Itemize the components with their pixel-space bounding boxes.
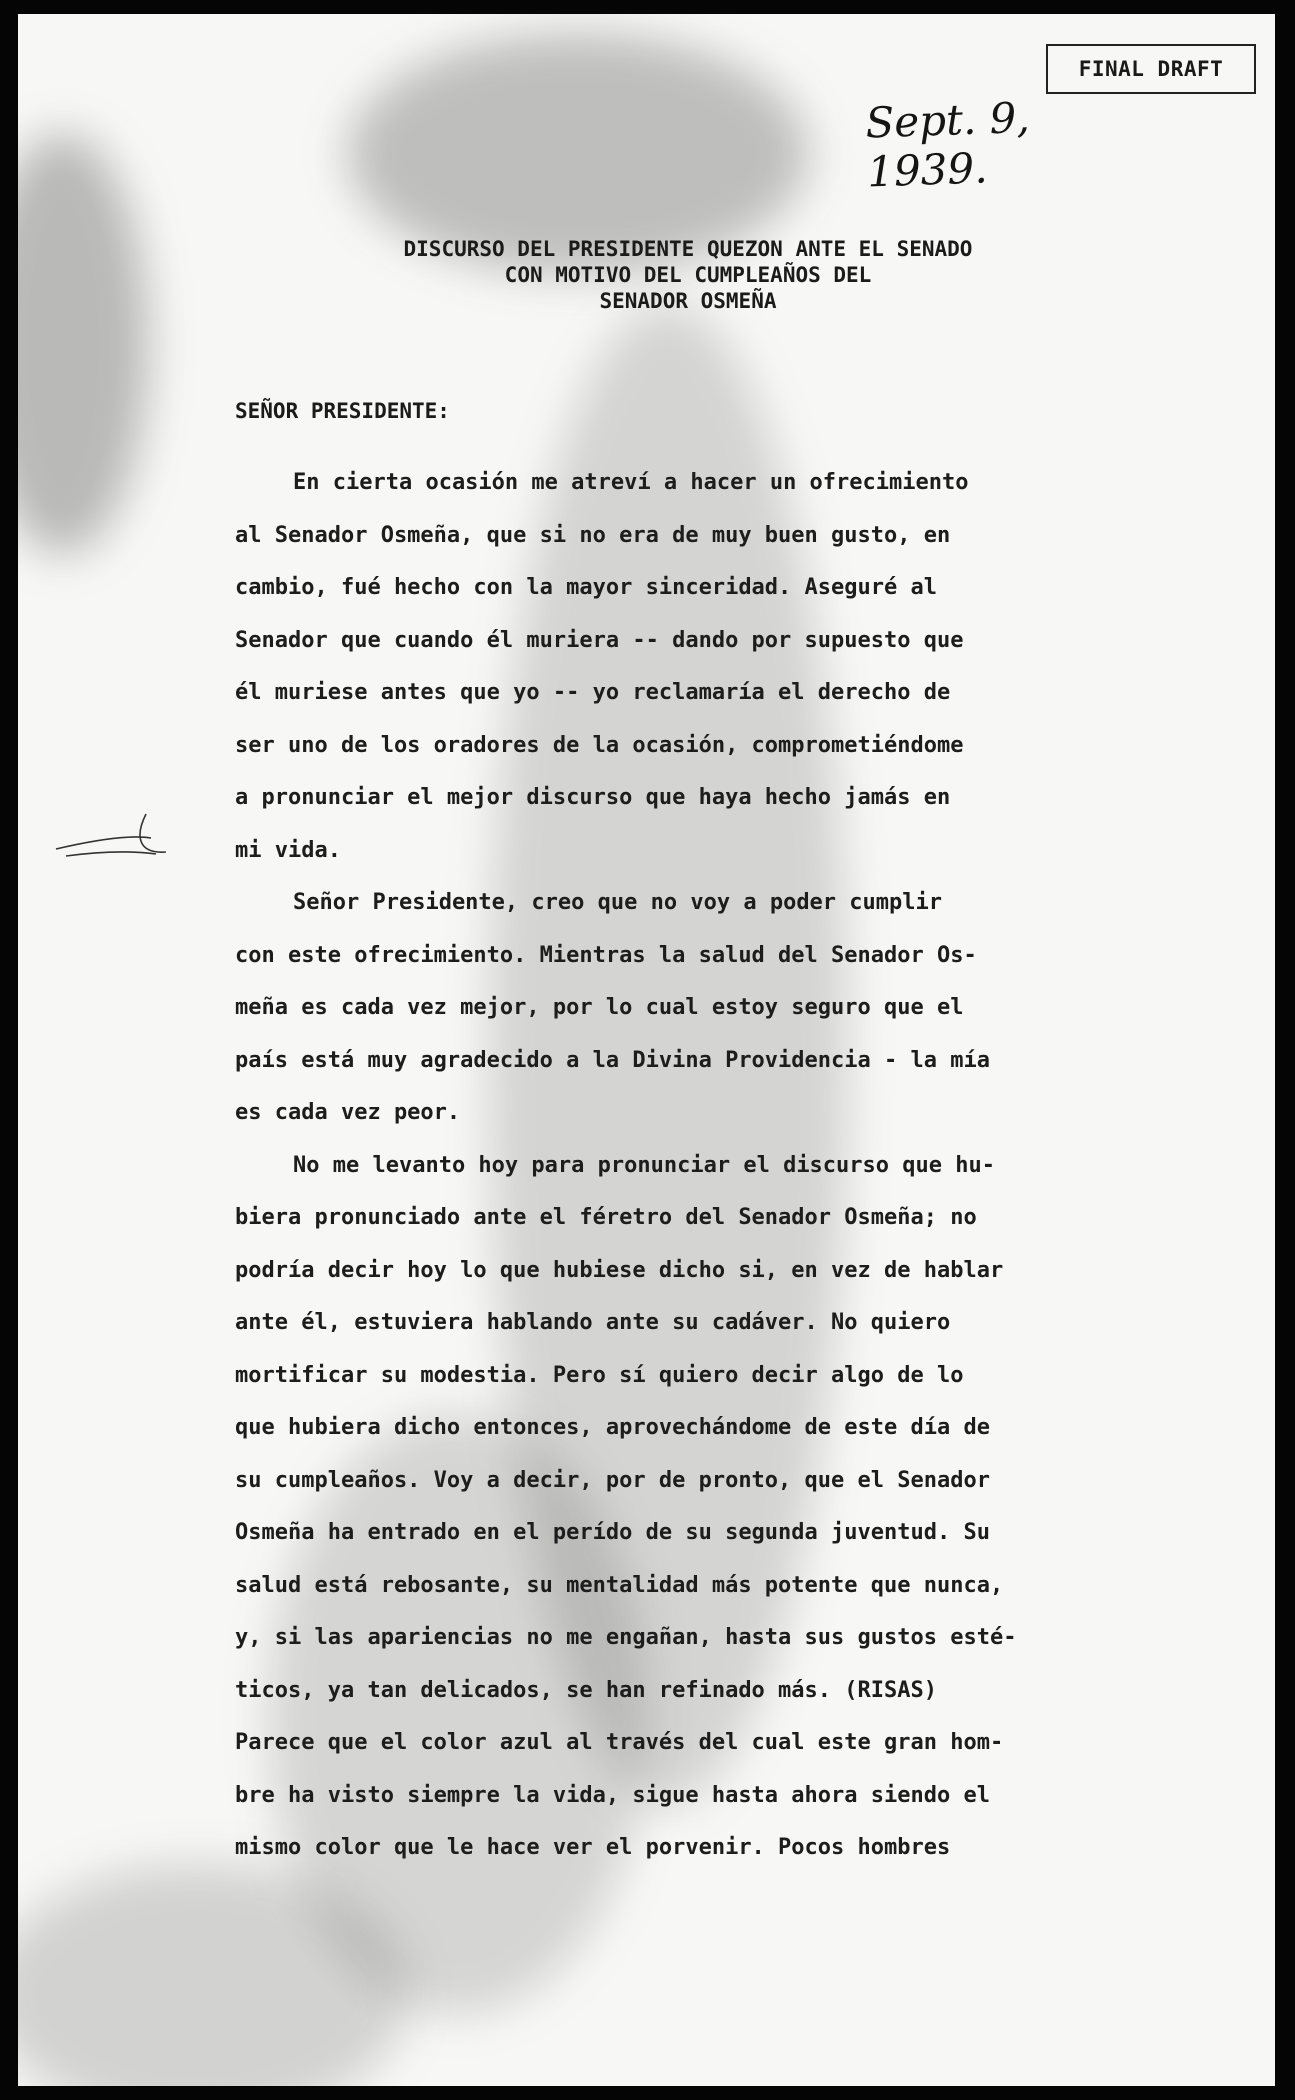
text-line: a pronunciar el mejor discurso que haya hecho jamás en (235, 785, 951, 810)
water-stain (18, 1864, 408, 2086)
text-line: Osmeña ha entrado en el perído de su segunda juventud. Su (235, 1520, 990, 1545)
text-line: su cumpleaños. Voy a decir, por de pronto, que el Senador (235, 1467, 990, 1493)
text-line: con este ofrecimiento. Mientras la salud del Senador Os- (235, 942, 977, 968)
text-line: biera pronunciado ante el féretro del Senador Osmeña; no (235, 1205, 977, 1230)
water-stain (18, 134, 148, 554)
text-line: país está muy agradecido a la Divina Providencia - la mía (235, 1047, 990, 1073)
final-draft-stamp: FINAL DRAFT (1046, 44, 1256, 94)
title-line-3: SENADOR OSMEÑA (599, 289, 777, 313)
text-line: salud está rebosante, su mentalidad más potente que nunca, (235, 1572, 1004, 1598)
text-line: En cierta ocasión me atreví a hacer un ofrecimiento (293, 470, 969, 495)
text-line: mi vida. (235, 837, 341, 863)
text-line: ticos, ya tan delicados, se han refinado más. (RISAS) (235, 1677, 937, 1703)
handwritten-date: Sept. 9, 1939. (864, 92, 1031, 197)
document-title (218, 236, 1158, 314)
margin-annotation-mark (36, 794, 176, 884)
text-line: mortificar su modestia. Pero sí quiero decir algo de lo (235, 1362, 964, 1388)
text-line: No me levanto hoy para pronunciar el discurso que hu- (293, 1152, 995, 1178)
speech-body (235, 457, 1235, 1875)
text-line: podría decir hoy lo que hubiese dicho si, en vez de hablar (235, 1257, 1004, 1283)
salutation: SEÑOR PRESIDENTE: (235, 399, 450, 423)
text-line: Senador que cuando él muriera -- dando por supuesto que (235, 627, 964, 653)
text-line: es cada vez peor. (235, 1100, 461, 1125)
text-line: al Senador Osmeña, que si no era de muy buen gusto, en (235, 522, 951, 548)
text-line: bre ha visto siempre la vida, sigue hasta ahora siendo el (235, 1782, 990, 1808)
text-line: y, si las apariencias no me engañan, hasta sus gustos esté- (235, 1625, 1017, 1650)
title-line-1: DISCURSO DEL PRESIDENTE QUEZON ANTE EL SENADO (403, 237, 973, 261)
title-line-2: CON MOTIVO DEL CUMPLEAÑOS DEL (504, 263, 872, 287)
text-line: él muriese antes que yo -- yo reclamaría el derecho de (235, 680, 951, 705)
text-line: ser uno de los oradores de la ocasión, comprometiéndome (235, 732, 964, 758)
text-line: Parece que el color azul al través del cual este gran hom- (235, 1730, 1004, 1755)
text-line: meña es cada vez mejor, por lo cual estoy seguro que el (235, 995, 964, 1020)
text-line: mismo color que le hace ver el porvenir. Pocos hombres (235, 1835, 951, 1860)
text-line: Señor Presidente, creo que no voy a poder cumplir (293, 890, 943, 915)
text-line: que hubiera dicho entonces, aprovechándome de este día de (235, 1415, 990, 1440)
document-page (18, 14, 1275, 2086)
text-line: cambio, fué hecho con la mayor sinceridad. Aseguré al (235, 575, 937, 600)
text-line: ante él, estuviera hablando ante su cadáver. No quiero (235, 1310, 951, 1335)
